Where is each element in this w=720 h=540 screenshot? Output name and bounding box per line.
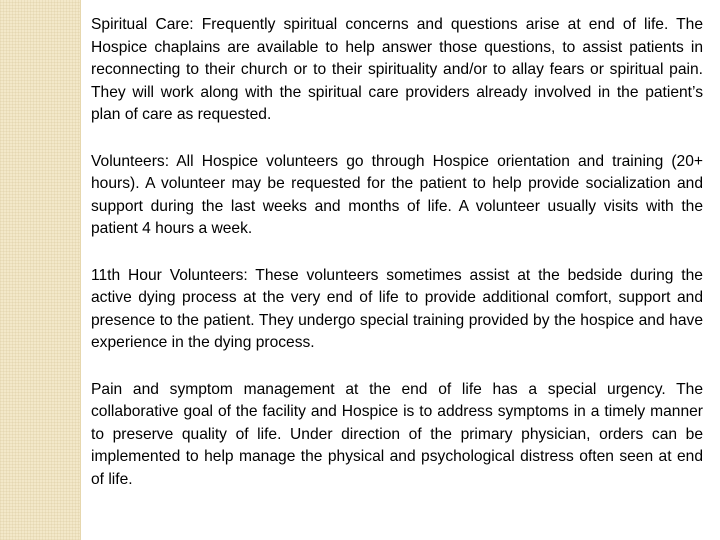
- term-volunteers: Volunteers: [91, 152, 165, 170]
- paragraph-volunteers: [91, 151, 703, 241]
- text-run: already involved in the patient’s plan of care as requested.: [91, 83, 703, 123]
- text-run: at the end of life has a special urgency. The collaborative goal of the facility and Hospice is to address symptoms in a timely manner to preserve quality of life. Under direction of the primary physician, orders can be implemented to help manage the physical and psychological distress often seen at end of life.: [91, 380, 703, 488]
- term-spiritual-care-providers: spiritual care providers: [307, 83, 470, 101]
- text-run: : All Hospice volunteers go through Hospice orientation and training (20+ hours). A volunteer may be requested for the patient to help provide socialization and support during the last weeks and months of life. A volunteer usually visits with the patient 4 hours a week.: [91, 152, 703, 237]
- term-spiritual-care: Spiritual Care: [91, 16, 190, 33]
- slide-body: [91, 14, 703, 515]
- paragraph-pain-management: [91, 379, 703, 492]
- text-run: : Frequently spiritual concerns and questions arise at end of life. The Hospice chaplains are available to help answer those questions, to assist patients in reconnecting to their church or to their spirituality and/or to allay fears or spiritual pain. They will work along with the: [91, 16, 704, 101]
- term-11th-hour-volunteers: 11th Hour Volunteers: [91, 266, 244, 284]
- text-run: : These volunteers sometimes assist at the bedside during the active dying process at the very end of life to provide additional comfort, support and presence to the patient. They undergo special training provided by the hospice and have experience in the dying process.: [91, 266, 703, 351]
- decorative-side-band: [0, 0, 81, 540]
- paragraph-11th-hour-volunteers: [91, 265, 703, 355]
- term-pain-and-symptom-management: Pain and symptom management: [91, 380, 335, 398]
- paragraph-spiritual-care: [91, 14, 703, 127]
